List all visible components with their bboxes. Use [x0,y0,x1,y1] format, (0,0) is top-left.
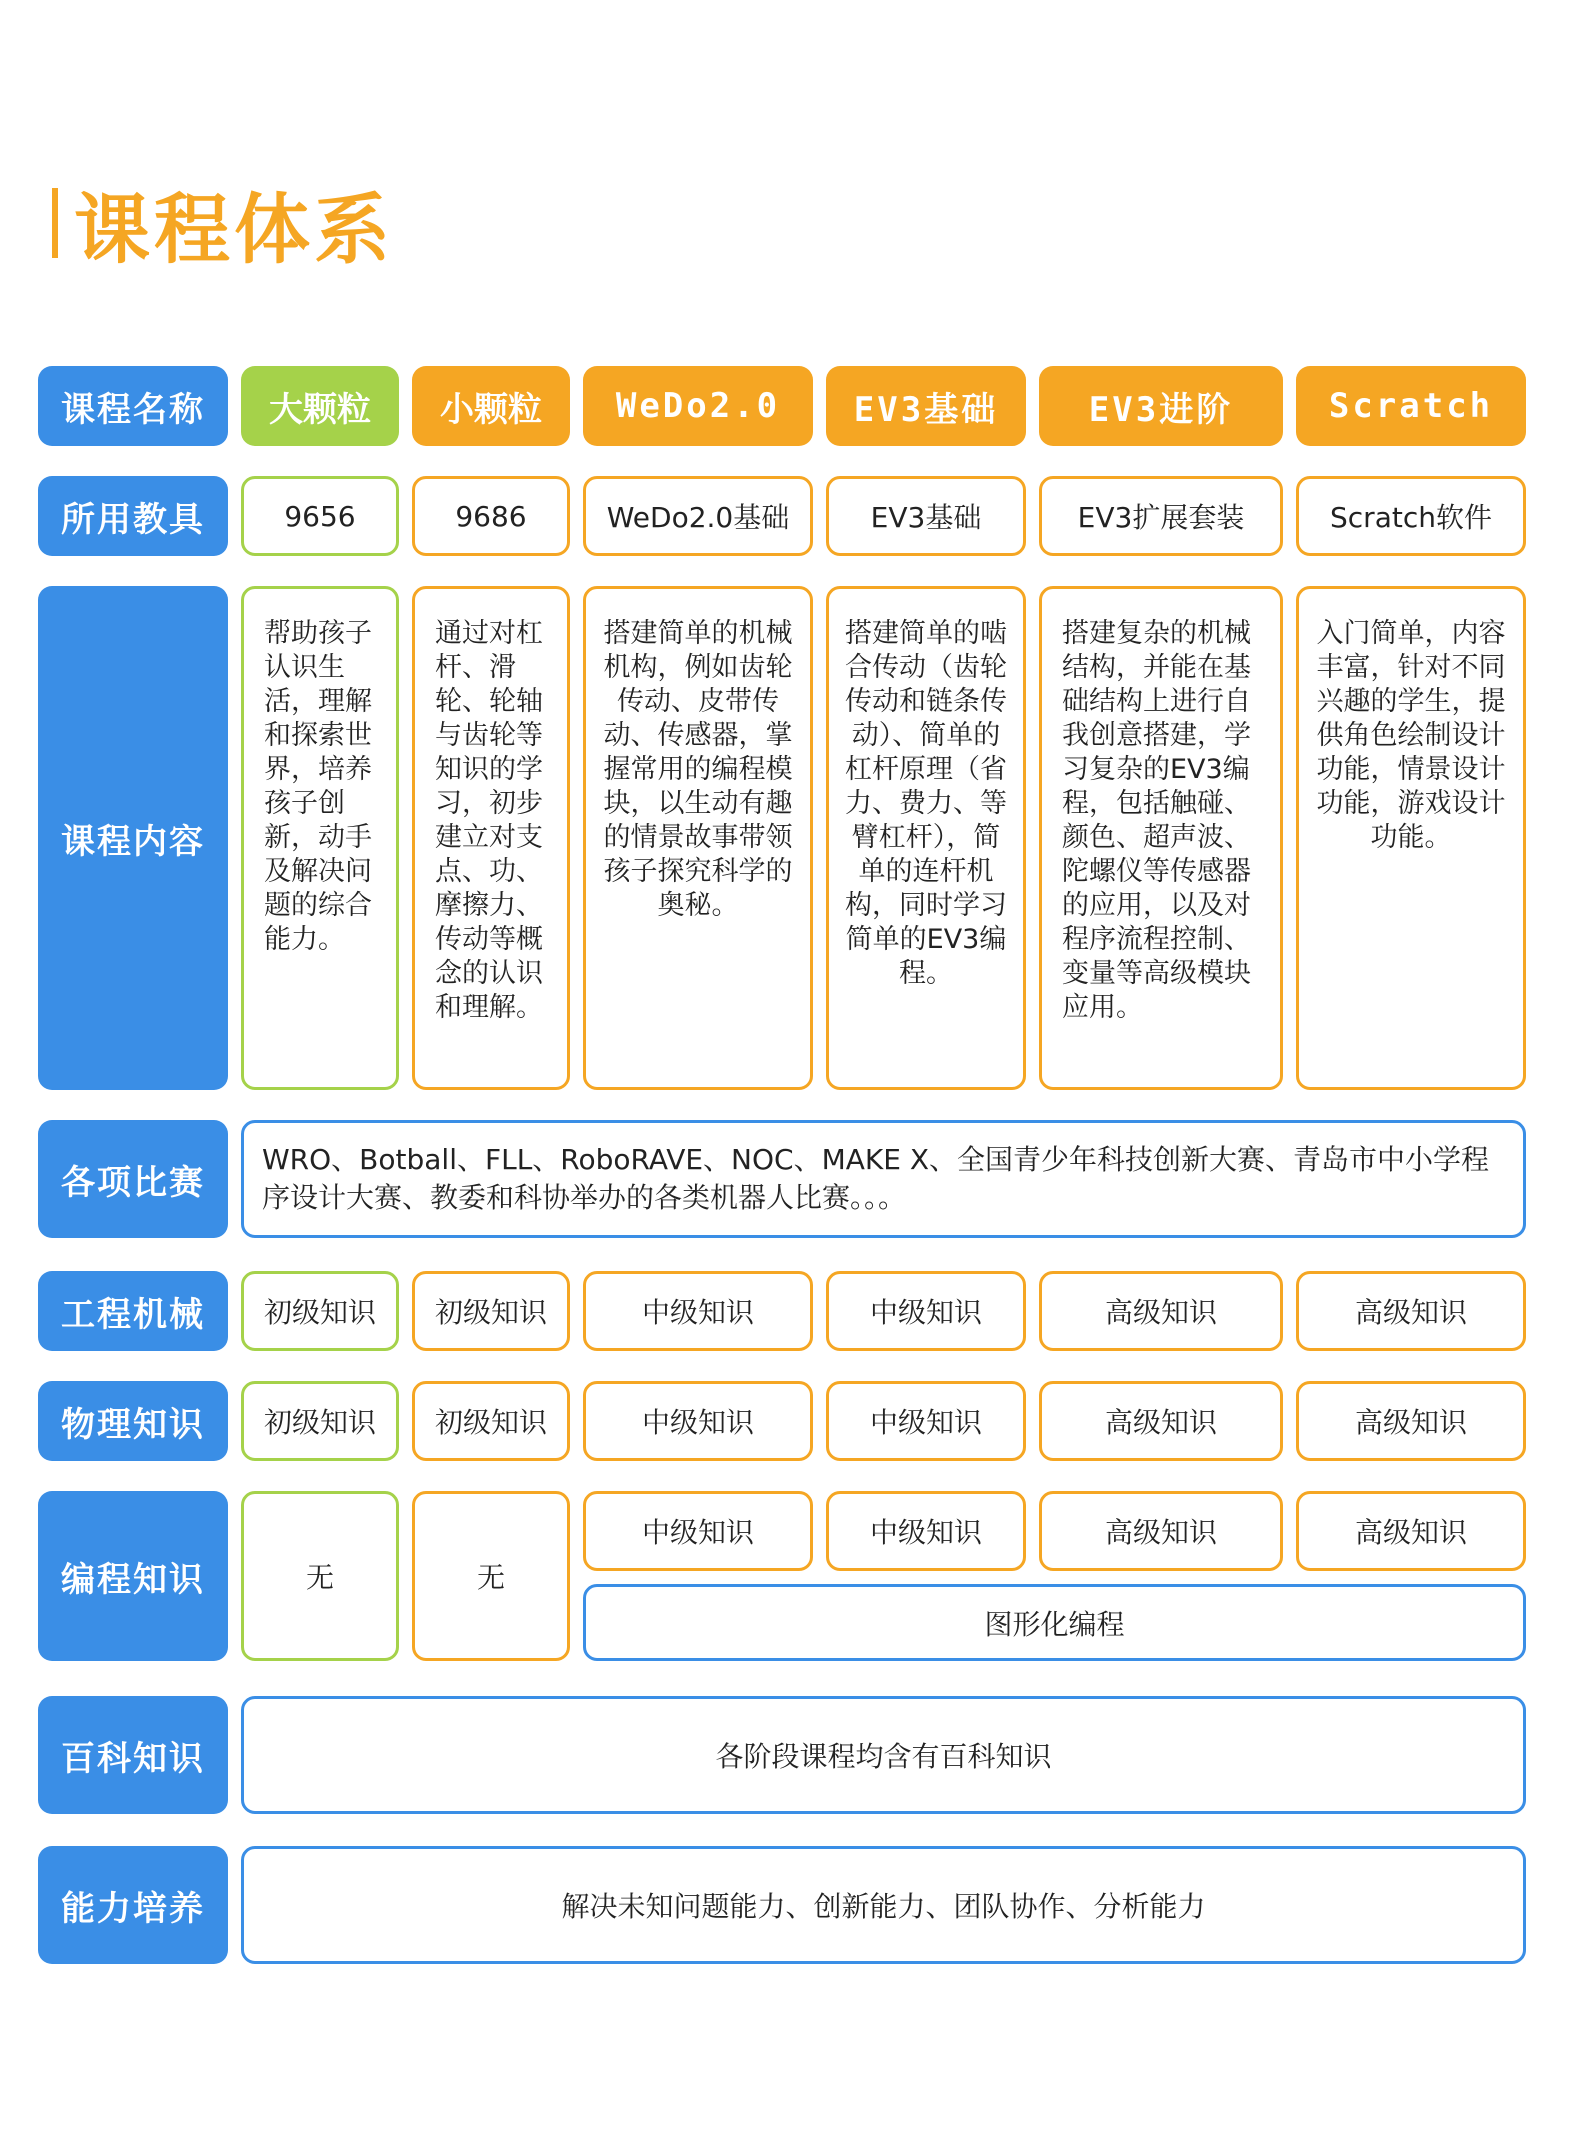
tool-cell-5: Scratch软件 [1296,476,1526,556]
engineering-cell-1: 初级知识 [412,1271,570,1351]
physics-cell-2: 中级知识 [583,1381,813,1461]
page-title-block [52,178,394,274]
label-course-name: 课程名称 [38,366,228,446]
label-competitions: 各项比赛 [38,1120,228,1238]
physics-cell-4: 高级知识 [1039,1381,1283,1461]
programming-cell-0: 无 [241,1491,399,1661]
programming-cell-4: 高级知识 [1039,1491,1283,1571]
content-cell-0: 帮助孩子认识生活，理解和探索世界，培养孩子创新，动手及解决问题的综合能力。 [241,586,399,1090]
physics-cell-3: 中级知识 [826,1381,1026,1461]
content-cell-4: 搭建复杂的机械结构，并能在基础结构上进行自我创意搭建，学习复杂的EV3编程，包括触碰、颜色、超声波、陀螺仪等传感器的应用，以及对程序流程控制、变量等高级模块应用。 [1039,586,1283,1090]
label-encyclopedia: 百科知识 [38,1696,228,1814]
course-header-4-box [1039,366,1283,446]
physics-cell-5: 高级知识 [1296,1381,1526,1461]
course-header-1: 小颗粒 [412,366,570,446]
label-ability: 能力培养 [38,1846,228,1964]
content-cell-1: 通过对杠杆、滑轮、轮轴与齿轮等知识的学习，初步建立对支点、功、摩擦力、传动等概念的认识和理解。 [412,586,570,1090]
engineering-cell-2: 中级知识 [583,1271,813,1351]
course-header-5: Scratch [1328,386,1494,426]
course-header-0: 大颗粒 [241,366,399,446]
course-header-2-box [583,366,813,446]
content-cell-5: 入门简单，内容丰富，针对不同兴趣的学生，提供角色绘制设计功能，情景设计功能，游戏设计功能。 [1296,586,1526,1090]
course-header-3: EV3基础 [853,389,999,430]
course-header-5-box [1296,366,1526,446]
label-engineering: 工程机械 [38,1271,228,1351]
programming-cell-2: 中级知识 [583,1491,813,1571]
engineering-cell-3: 中级知识 [826,1271,1026,1351]
tool-cell-3: EV3基础 [826,476,1026,556]
physics-cell-0: 初级知识 [241,1381,399,1461]
programming-cell-1: 无 [412,1491,570,1661]
engineering-cell-0: 初级知识 [241,1271,399,1351]
title-accent-bar [52,188,58,258]
ability-cell: 解决未知问题能力、创新能力、团队协作、分析能力 [241,1846,1526,1964]
label-tools: 所用教具 [38,476,228,556]
programming-note-cell: 图形化编程 [583,1584,1526,1661]
physics-cell-1: 初级知识 [412,1381,570,1461]
programming-cell-5: 高级知识 [1296,1491,1526,1571]
label-content: 课程内容 [38,586,228,1090]
content-cell-3: 搭建简单的啮合传动（齿轮传动和链条传动）、简单的杠杆原理（省力、费力、等臂杠杆），简单的连杆机构，同时学习简单的EV3编程。 [826,586,1026,1090]
label-programming: 编程知识 [38,1491,228,1661]
tool-cell-2: WeDo2.0基础 [583,476,813,556]
encyclopedia-cell: 各阶段课程均含有百科知识 [241,1696,1526,1814]
content-cell-2: 搭建简单的机械机构，例如齿轮传动、皮带传动、传感器，掌握常用的编程模块，以生动有趣的情景故事带领孩子探究科学的奥秘。 [583,586,813,1090]
course-header-2: WeDo2.0 [615,386,781,426]
tool-cell-0: 9656 [241,476,399,556]
competitions-cell: WRO、Botball、FLL、RoboRAVE、NOC、MAKE X、全国青少年科技创新大赛、青岛市中小学程序设计大赛、教委和科协举办的各类机器人比赛。。。 [241,1120,1526,1238]
label-physics: 物理知识 [38,1381,228,1461]
engineering-cell-4: 高级知识 [1039,1271,1283,1351]
page-title: 课程体系 [74,184,394,274]
programming-cell-3: 中级知识 [826,1491,1026,1571]
course-header-3-box [826,366,1026,446]
tool-cell-4: EV3扩展套装 [1039,476,1283,556]
course-header-4: EV3进阶 [1088,389,1234,430]
tool-cell-1: 9686 [412,476,570,556]
engineering-cell-5: 高级知识 [1296,1271,1526,1351]
